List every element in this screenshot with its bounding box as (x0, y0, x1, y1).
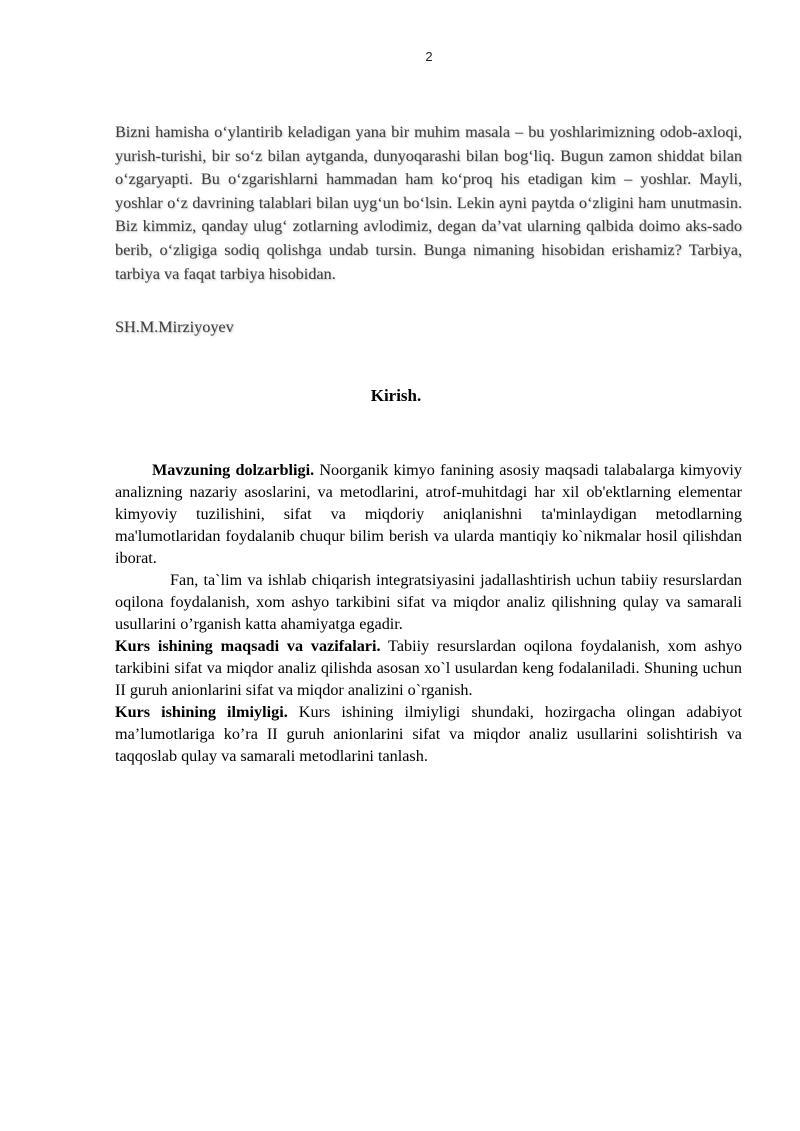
paragraph-integration (115, 569, 742, 635)
paragraph-relevance (115, 459, 742, 569)
body-text (115, 459, 742, 767)
paragraph-lead: Kurs ishining maqsadi va vazifalari. (115, 637, 381, 655)
paragraph-text: Kurs ishining ilmiyligi shundaki, hozirgacha olingan adabiyot ma’lumotlariga ko’ra II guruh anionlarini sifat va miqdor analiz usullarini solishtirish va taqqoslab qulay va samarali metodlarini tanlash. (115, 703, 742, 765)
paragraph-text: Tabiiy resurslardan oqilona foydalanish, xom ashyo tarkibini sifat va miqdor analiz qilishda asosan xo`l usulardan keng fodalaniladi. Shuning uchun II guruh anionlarini sifat va miqdor analizini o`rganish. (115, 637, 742, 699)
epigraph-author: SH.M.Mirziyoyev (115, 318, 234, 336)
section-title: Kirish. (370, 386, 422, 405)
paragraph-text: Noorganik kimyo fanining asosiy maqsadi talabalarga kimyoviy analizning nazariy asoslarini, va metodlarini, atrof-muhitdagi har xil ob'ektlarning elementar kimyoviy tuzilishini, sifat va miqdoriy aniqlanishni ta'minlaydigan metodlarning ma'lumotlaridan foydalanib chuqur bilim berish va ularda mantiqiy ko`nikmalar hosil qilishdan iborat. (115, 461, 742, 567)
paragraph-lead: Kurs ishining ilmiyligi. (115, 703, 288, 721)
epigraph-quote: Bizni hamisha o‘ylantirib keladigan yana bir muhim masala – bu yoshlarimizning odob-axloqi, yurish-turishi, bir so‘z bilan aytganda, dunyoqarashi bilan bog‘liq. Bugun zamon shiddat bilan o‘zgaryapti. Bu o‘zgarishlarni hammadan ham ko‘proq his etadigan kim – yoshlar. Mayli, yoshlar o‘z davrining talablari bilan uyg‘un bo‘lsin. Lekin ayni paytda o‘zligini ham unutmasin. Biz kimmiz, qanday ulug‘ zotlarning avlodimiz, degan da’vat ularning qalbida doimo aks-sado berib, o‘zligiga sodiq qolishga undab tursin. Bunga nimaning hisobidan erishamiz? Tarbiya, tarbiya va faqat tarbiya hisobidan. (115, 123, 742, 283)
paragraph-text: Fan, ta`lim va ishlab chiqarish integratsiyasini jadallashtirish uchun tabiiy resurslardan oqilona foydalanish, xom ashyo tarkibini sifat va miqdor analiz qilishning qulay va samarali usullarini o’rganish katta ahamiyatga egadir. (115, 571, 742, 633)
paragraph-lead: Mavzuning dolzarbligi. (152, 461, 315, 479)
paragraph-scientific-value (115, 701, 742, 767)
page-number: 2 (425, 49, 433, 64)
paragraph-goals (115, 635, 742, 701)
